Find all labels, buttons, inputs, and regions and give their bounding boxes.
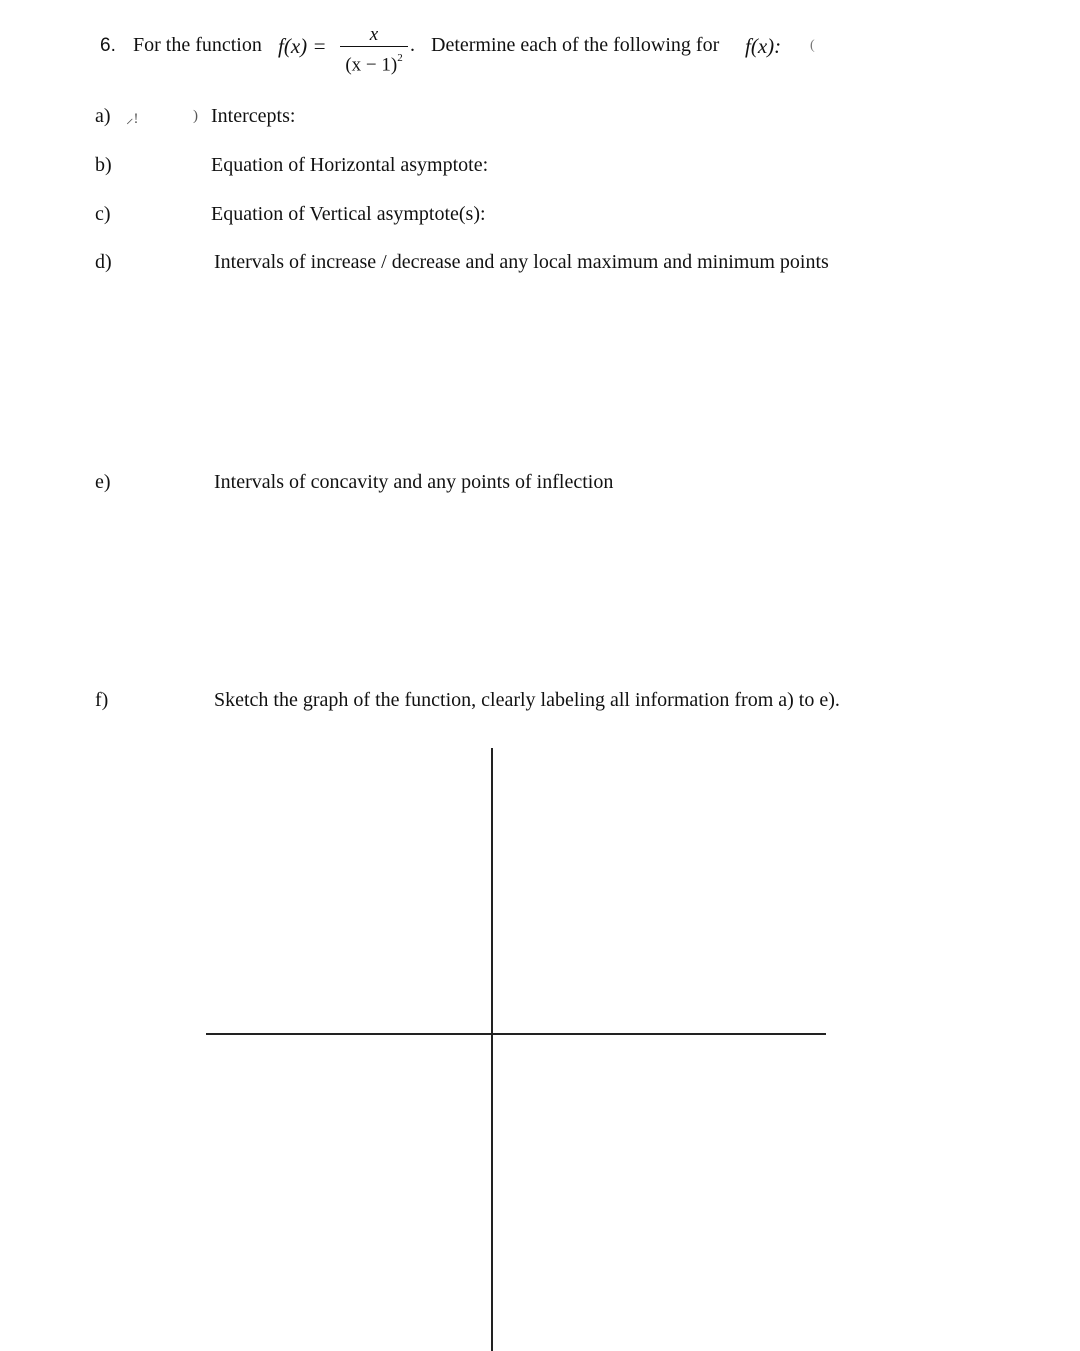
function-fraction <box>340 24 408 76</box>
part-a-paren: ) <box>193 108 198 124</box>
part-c-text: Equation of Vertical asymptote(s): <box>211 203 486 225</box>
question-instruction: Determine each of the following for <box>431 34 720 56</box>
denominator-exponent: 2 <box>397 52 403 64</box>
part-d-text: Intervals of increase / decrease and any local maximum and minimum points <box>214 251 829 273</box>
part-d-label: d) <box>95 251 112 273</box>
sentence-period: . <box>410 34 415 56</box>
function-label: f(x) = <box>278 34 327 58</box>
stray-mark: ( <box>810 38 815 53</box>
question-number: 6. <box>100 35 116 56</box>
part-e-label: e) <box>95 471 111 493</box>
fraction-bar <box>340 46 408 47</box>
y-axis <box>491 748 493 1351</box>
function-label-repeat: f(x): <box>745 34 782 58</box>
fraction-numerator: x <box>369 24 379 45</box>
part-b-text: Equation of Horizontal asymptote: <box>211 154 489 176</box>
part-f-text: Sketch the graph of the function, clearly labeling all information from a) to e). <box>214 689 840 711</box>
question-intro: For the function <box>133 34 262 56</box>
part-a-label: a) <box>95 105 111 127</box>
part-b-label: b) <box>95 154 112 176</box>
part-e-text: Intervals of concavity and any points of inflection <box>214 471 614 493</box>
part-a-handwritten-mark: ⸝ǃ <box>126 111 139 127</box>
part-c-label: c) <box>95 203 111 225</box>
x-axis <box>206 1033 826 1035</box>
part-f-label: f) <box>95 689 109 711</box>
fraction-denominator: $(x - 1)^2$ <box>345 52 403 76</box>
part-a-text: Intercepts: <box>211 105 296 127</box>
